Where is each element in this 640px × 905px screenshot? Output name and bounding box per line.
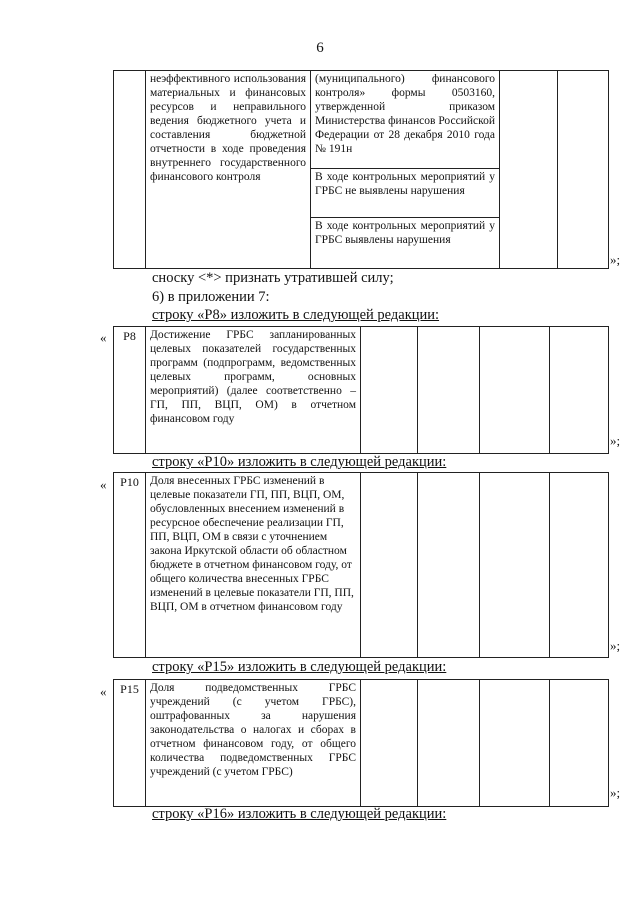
table-row-p8 [113,326,609,454]
row-code: Р15 [114,680,146,807]
source-cell [311,71,500,169]
footnote-instruction: сноску <*> признать утратившей силу; [152,270,394,286]
table-row-p10 [113,472,609,658]
row-text-cell [146,680,361,807]
row-code: Р10 [114,473,146,658]
empty-cell [361,473,418,658]
close-quote: »; [610,252,621,267]
empty-cell [500,71,558,269]
row-p16-instruction: строку «Р16» изложить в следующей редакции: [152,806,447,822]
row-p10-instruction: строку «Р10» изложить в следующей редакции: [152,454,447,470]
open-quote: « [100,477,107,492]
description-cell [146,71,311,269]
empty-cell [418,473,480,658]
open-quote: « [100,330,107,345]
empty-cell [361,680,418,807]
condition-violations: В ходе контрольных мероприятий у ГРБС выявлены нарушения [311,217,499,267]
condition-no-violations: В ходе контрольных мероприятий у ГРБС не выявлены нарушения [315,171,495,197]
empty-cell [550,473,609,658]
empty-cell [550,327,609,454]
empty-cell [558,71,609,269]
empty-cell [550,680,609,807]
close-quote: »; [610,433,621,448]
close-quote: »; [610,785,621,800]
row-code: Р8 [114,327,146,454]
empty-cell [418,680,480,807]
page-number: 6 [316,40,324,56]
row-text: Достижение ГРБС запланированных целевых показателей государственных программ (подпрограмм, ведомственных целевых программ, основных мероприятий) (далее соответственно – ГП, ПП, ВЦП, ОМ) в отчетном финансовом году [150,329,356,425]
table-continuation [113,70,609,269]
row-text-cell [146,473,361,658]
open-quote: « [100,684,107,699]
conditions-cell [311,169,500,269]
empty-cell [418,327,480,454]
code-cell [114,71,146,269]
row-text: Доля подведомственных ГРБС учреждений (с учетом ГРБС), оштрафованных за нарушения законодательства о налогах и сборах в отчетном финансовом году, от общего количества подведомственных ГРБС учреждений (с учетом ГРБС) [150,682,356,778]
empty-cell [361,327,418,454]
close-quote: »; [610,638,621,653]
empty-cell [480,680,550,807]
source-text: (муниципального) финансового контроля» формы 0503160, утвержденной приказом Министерства финансов Российской Федерации от 28 декабря 2010 года № 191н [315,73,495,155]
row-p8-instruction: строку «Р8» изложить в следующей редакции: [152,307,440,323]
appendix-instruction: 6) в приложении 7: [152,289,270,305]
row-text-cell [146,327,361,454]
row-p15-instruction: строку «Р15» изложить в следующей редакции: [152,659,447,675]
empty-cell [480,473,550,658]
description-text: неэффективного использования материальных и финансовых ресурсов и неправильного ведения бюджетного учета и составления бюджетной отчетности в ходе проведения внутреннего государственного финансового контроля [150,73,306,183]
row-text: Доля внесенных ГРБС изменений в целевые показатели ГП, ПП, ВЦП, ОМ, обусловленных внесением изменений в ресурсное обеспечение реализации ГП, ПП, ВЦП, ОМ в связи с уточнением закона Иркутской области об областном бюджете в отчетном финансовом году, от общего количества внесенных ГРБС изменений в целевые показатели ГП, ПП, ВЦП, ОМ в отчетном финансовом году [150,475,354,613]
table-row-p15 [113,679,609,807]
empty-cell [480,327,550,454]
